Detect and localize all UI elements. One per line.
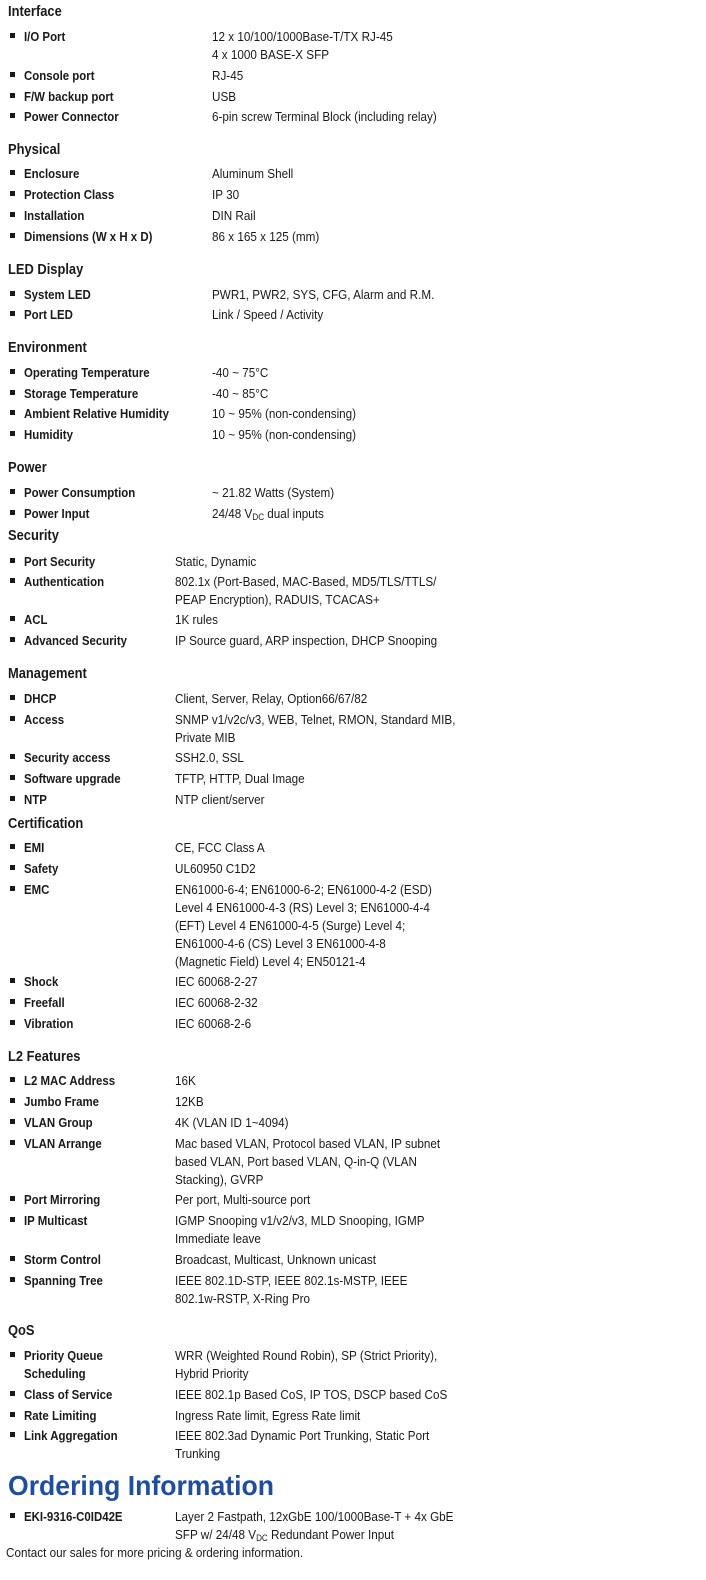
spec-value-text: IP 30 [212,187,240,202]
spec-value [212,484,334,502]
spec-value [175,553,256,571]
spec-label: Storm Control [24,1252,101,1267]
spec-label: ACL [24,612,48,627]
spec-label: Link Aggregation [24,1428,118,1443]
spec-value [212,385,268,403]
bullet-icon [10,886,15,891]
spec-value-text: IEEE 802.1D-STP, IEEE 802.1s-MSTP, IEEE 802.1w-RSTP, X-Ring Pro [175,1273,408,1306]
spec-value [175,1347,437,1383]
spec-value-text: IP Source guard, ARP inspection, DHCP Snooping [175,633,438,648]
spec-value [175,1407,360,1425]
bullet-icon [10,865,15,870]
bullet-icon [10,390,15,395]
bullet-icon [10,695,15,700]
bullet-icon [10,1256,15,1261]
bullet-icon [10,1119,15,1124]
spec-value-text: SSH2.0, SSL [175,750,244,765]
spec-label: Authentication [24,574,105,589]
spec-value-text: ~ 21.82 Watts (System) [212,485,335,500]
bullet-icon [10,113,15,118]
spec-value [175,1114,288,1132]
ordering-description [175,1508,453,1547]
spec-label: Ambient Relative Humidity [24,406,169,421]
section-title: LED Display [8,261,84,278]
bullet-icon [10,410,15,415]
spec-label: Dimensions (W x H x D) [24,229,153,244]
spec-value-text: Link / Speed / Activity [212,307,324,322]
spec-value [175,749,244,767]
spec-value [175,1212,425,1248]
spec-value-sub: DC [252,512,265,522]
spec-value-text: Client, Server, Relay, Option66/67/82 [175,691,368,706]
spec-value-text: 1K rules [175,612,218,627]
spec-value [175,1191,310,1209]
spec-value [175,1135,440,1189]
spec-value-text: 12KB [175,1094,204,1109]
spec-value-text: -40 ~ 75°C [212,365,269,380]
spec-value-text: 16K [175,1073,196,1088]
spec-label: Software upgrade [24,771,121,786]
spec-value-text: 86 x 165 x 125 (mm) [212,229,320,244]
bullet-icon [10,978,15,983]
spec-value [212,364,268,382]
spec-value [175,1272,407,1308]
spec-value [212,306,323,324]
spec-label: Protection Class [24,187,115,202]
bullet-icon [10,1432,15,1437]
spec-value-text: Static, Dynamic [175,554,257,569]
spec-value-text: EN61000-6-4; EN61000-6-2; EN61000-4-2 (ESD) Level 4 EN61000-4-3 (RS) Level 3; EN61000-4-4 (EFT) Level 4 EN61000-4-5 (Surge) Level 4; EN61000-4-6 (CS) Level 3 EN61000-4-8 (Magnetic Field) Level 4; EN50121-4 [175,882,432,969]
spec-value-text: 802.1x (Port-Based, MAC-Based, MD5/TLS/TTLS/ PEAP Encryption), RADUIS, TCACAS+ [175,574,437,607]
section-title: Physical [8,141,61,158]
spec-label: Class of Service [24,1387,113,1402]
spec-value [175,1427,429,1463]
spec-value-text: IEC 60068-2-27 [175,974,258,989]
spec-label: NTP [24,792,47,807]
spec-value [212,108,437,126]
spec-value [212,165,293,183]
spec-label: F/W backup port [24,89,114,104]
spec-label: VLAN Group [24,1115,93,1130]
spec-value-text: IGMP Snooping v1/v2/v3, MLD Snooping, IGMP Immediate leave [175,1213,425,1246]
ordering-desc-line1: Layer 2 Fastpath, 12xGbE 100/1000Base-T + 4x GbE [175,1509,454,1524]
bullet-icon [10,578,15,583]
spec-value-text: Per port, Multi-source port [175,1192,311,1207]
spec-value-text: SNMP v1/v2c/v3, WEB, Telnet, RMON, Standard MIB, Private MIB [175,712,456,745]
spec-label: Power Input [24,506,90,521]
spec-value [175,1093,204,1111]
spec-value-text: IEC 60068-2-32 [175,995,258,1010]
section-title: Interface [8,3,62,20]
spec-value-text: WRR (Weighted Round Robin), SP (Strict Priority), Hybrid Priority [175,1348,438,1381]
spec-value [212,426,356,444]
spec-label: Rate Limiting [24,1408,97,1423]
spec-label: Safety [24,861,59,876]
spec-value [175,770,305,788]
bullet-icon [10,311,15,316]
spec-value [175,711,455,747]
spec-value [175,573,436,609]
spec-value-text: TFTP, HTTP, Dual Image [175,771,305,786]
bullet-icon [10,93,15,98]
spec-value-text: Ingress Rate limit, Egress Rate limit [175,1408,361,1423]
bullet-icon [10,616,15,621]
section-title: L2 Features [8,1048,81,1065]
spec-label: Shock [24,974,59,989]
section-title: Security [8,527,59,544]
bullet-icon [10,999,15,1004]
bullet-icon [10,489,15,494]
bullet-icon [10,1020,15,1025]
spec-value-text: NTP client/server [175,792,265,807]
bullet-icon [10,1098,15,1103]
spec-label: L2 MAC Address [24,1073,116,1088]
section-title: Power [8,459,47,476]
bullet-icon [10,716,15,721]
bullet-icon [10,775,15,780]
spec-value [212,286,434,304]
spec-value [175,881,432,971]
spec-value-text: 6-pin screw Terminal Block (including relay) [212,109,437,124]
spec-value-text: RJ-45 [212,68,244,83]
spec-label: EMI [24,840,45,855]
spec-label: Power Consumption [24,485,136,500]
spec-label: Jumbo Frame [24,1094,100,1109]
bullet-icon [10,212,15,217]
spec-value [175,1072,196,1090]
contact-note: Contact our sales for more pricing & ordering information. [6,1545,304,1560]
spec-label: Spanning Tree [24,1273,103,1288]
spec-label: Port LED [24,307,73,322]
bullet-icon [10,431,15,436]
spec-label: DHCP [24,691,57,706]
spec-value [212,67,243,85]
bullet-icon [10,33,15,38]
spec-value-text: 10 ~ 95% (non-condensing) [212,427,357,442]
spec-value [212,88,236,106]
bullet-icon [10,1217,15,1222]
spec-value [212,186,239,204]
spec-label: Humidity [24,427,73,442]
spec-label: System LED [24,287,91,302]
spec-label: Freefall [24,995,65,1010]
spec-label: Security access [24,750,111,765]
spec-value-text: Broadcast, Multicast, Unknown unicast [175,1252,376,1267]
spec-value-text: DIN Rail [212,208,256,223]
bullet-icon [10,1140,15,1145]
spec-label: Enclosure [24,166,80,181]
spec-value [175,791,265,809]
bullet-icon [10,233,15,238]
spec-value-text: 4K (VLAN ID 1~4094) [175,1115,289,1130]
spec-value-text: USB [212,89,237,104]
bullet-icon [10,72,15,77]
ordering-desc-line2a: SFP w/ 24/48 V [175,1527,257,1542]
spec-value [212,505,324,526]
spec-label: I/O Port [24,29,66,44]
ordering-desc-sub: DC [256,1533,268,1543]
spec-value-text: 12 x 10/100/1000Base-T/TX RJ-45 4 x 1000 BASE-X SFP [212,29,393,62]
bullet-icon [10,170,15,175]
spec-value-text: CE, FCC Class A [175,840,265,855]
spec-value [212,28,393,64]
ordering-desc-line2b: Redundant Power Input [267,1527,394,1542]
spec-value [212,207,256,225]
spec-value-text: -40 ~ 85°C [212,386,269,401]
ordering-title: Ordering Information [8,1470,274,1501]
spec-value [175,860,256,878]
spec-value-text: Aluminum Shell [212,166,294,181]
ordering-model: EKI-9316-C0ID42E [24,1509,123,1524]
spec-value [175,690,367,708]
spec-label: VLAN Arrange [24,1136,102,1151]
bullet-icon [10,1077,15,1082]
bullet-icon [10,1391,15,1396]
spec-value-text: 10 ~ 95% (non-condensing) [212,406,357,421]
spec-label: Access [24,712,65,727]
bullet-icon [10,510,15,515]
bullet-icon [10,1412,15,1417]
spec-value [175,839,265,857]
spec-label: Operating Temperature [24,365,150,380]
spec-value [175,611,218,629]
spec-label: Storage Temperature [24,386,139,401]
bullet-icon [10,796,15,801]
bullet-icon [10,1513,15,1518]
spec-value-text: UL60950 C1D2 [175,861,256,876]
spec-value-text: PWR1, PWR2, SYS, CFG, Alarm and R.M. [212,287,435,302]
spec-value-suffix: dual inputs [264,506,324,521]
spec-value [175,632,437,650]
spec-value [175,994,258,1012]
section-title: Management [8,665,87,682]
section-title: Certification [8,815,84,832]
spec-value-text: IEEE 802.1p Based CoS, IP TOS, DSCP based CoS [175,1387,448,1402]
bullet-icon [10,1277,15,1282]
bullet-icon [10,844,15,849]
spec-value [212,228,319,246]
bullet-icon [10,754,15,759]
spec-value-text: Mac based VLAN, Protocol based VLAN, IP subnet based VLAN, Port based VLAN, Q-in-Q (VLAN Stacking), GVRP [175,1136,441,1187]
bullet-icon [10,637,15,642]
spec-label: Priority Queue Scheduling [24,1348,103,1381]
spec-value [212,405,356,423]
spec-value-text: 24/48 V [212,506,253,521]
spec-value [175,1386,447,1404]
spec-label: Port Security [24,554,96,569]
spec-label: Vibration [24,1016,74,1031]
bullet-icon [10,291,15,296]
spec-label: IP Multicast [24,1213,88,1228]
bullet-icon [10,1352,15,1357]
spec-value [175,1015,251,1033]
bullet-icon [10,1196,15,1201]
spec-label: Port Mirroring [24,1192,101,1207]
spec-label: Advanced Security [24,633,128,648]
spec-value-text: IEC 60068-2-6 [175,1016,252,1031]
spec-label: Console port [24,68,95,83]
spec-label: Power Connector [24,109,119,124]
spec-value [175,1251,376,1269]
section-title: Environment [8,339,87,356]
spec-value-text: IEEE 802.3ad Dynamic Port Trunking, Static Port Trunking [175,1428,430,1461]
spec-label: EMC [24,882,50,897]
spec-label: Installation [24,208,85,223]
section-title: QoS [8,1322,35,1339]
bullet-icon [10,191,15,196]
spec-value [175,973,258,991]
bullet-icon [10,369,15,374]
bullet-icon [10,558,15,563]
